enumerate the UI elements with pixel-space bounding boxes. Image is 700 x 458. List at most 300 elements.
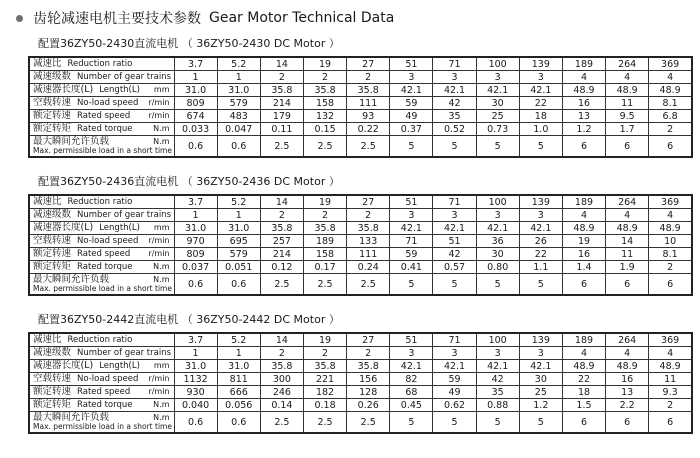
table-cell: 0.73	[476, 123, 519, 136]
table-cell: 0.033	[174, 123, 217, 136]
table-cell: 1.2	[519, 399, 562, 412]
table-row	[29, 57, 692, 71]
table-row	[29, 123, 692, 136]
table-cell: 35.8	[303, 222, 346, 235]
table-cell: 809	[174, 248, 217, 261]
table-cell: 48.9	[562, 84, 605, 97]
table-cell: 674	[174, 110, 217, 123]
row-label-zh: 减速比	[33, 196, 62, 207]
table-cell: 59	[433, 373, 476, 386]
row-unit: r/min	[148, 111, 170, 120]
row-label-zh: 减速级数	[33, 347, 72, 358]
table-cell: 3	[519, 209, 562, 222]
row-label	[29, 209, 174, 222]
table-cell: 16	[606, 373, 649, 386]
table-cell: 2.2	[606, 399, 649, 412]
table-cell: 35.8	[260, 222, 303, 235]
table-cell: 42	[433, 248, 476, 261]
row-label-en: No-load speed	[77, 374, 139, 384]
table-cell: 4	[562, 209, 605, 222]
table-cell: 19	[303, 333, 346, 347]
table-cell: 2	[649, 261, 692, 274]
table-cell: 483	[217, 110, 260, 123]
table-cell: 257	[260, 235, 303, 248]
row-label	[29, 57, 174, 71]
table-cell: 35.8	[347, 222, 390, 235]
table-row	[29, 195, 692, 209]
table-cell: 930	[174, 386, 217, 399]
table-cell: 189	[562, 57, 605, 71]
table-cell: 5.2	[217, 195, 260, 209]
row-label-zh: 额定转速	[33, 386, 72, 397]
table-cell: 5	[519, 274, 562, 296]
table-cell: 27	[347, 195, 390, 209]
table-cell: 2	[649, 399, 692, 412]
table-cell: 2	[303, 71, 346, 84]
table-cell: 2	[260, 71, 303, 84]
table-cell: 0.37	[390, 123, 433, 136]
row-unit: N.m	[153, 274, 170, 284]
table-cell: 6	[649, 274, 692, 296]
row-label	[29, 110, 174, 123]
table-cell: 1.7	[606, 123, 649, 136]
table-cell: 42.1	[519, 360, 562, 373]
table-cell: 68	[390, 386, 433, 399]
table-cell: 111	[347, 97, 390, 110]
table-cell: 970	[174, 235, 217, 248]
table-cell: 1	[174, 209, 217, 222]
table-cell: 51	[390, 333, 433, 347]
table-cell: 30	[476, 97, 519, 110]
table-cell: 35.8	[303, 84, 346, 97]
table-cell: 42.1	[390, 360, 433, 373]
table-cell: 59	[390, 97, 433, 110]
table-cell: 59	[390, 248, 433, 261]
table-cell: 10	[649, 235, 692, 248]
table-cell: 93	[347, 110, 390, 123]
row-label	[29, 248, 174, 261]
row-label-zh: 减速级数	[33, 71, 72, 82]
table-cell: 189	[562, 195, 605, 209]
table-cell: 579	[217, 248, 260, 261]
row-label	[29, 399, 174, 412]
table-cell: 2.5	[303, 136, 346, 158]
row-label-en: Max. permissible load in a short time	[33, 146, 172, 155]
table-cell: 71	[433, 195, 476, 209]
row-label-en: Rated torque	[77, 400, 133, 410]
spec-table	[28, 56, 693, 158]
table-cell: 1	[217, 209, 260, 222]
table-cell: 8.1	[649, 248, 692, 261]
row-label-en: Rated torque	[77, 262, 133, 272]
table-cell: 0.051	[217, 261, 260, 274]
table-cell: 579	[217, 97, 260, 110]
table-cell: 0.52	[433, 123, 476, 136]
table-cell: 1.2	[562, 123, 605, 136]
row-unit: N.m	[153, 124, 170, 133]
table-cell: 0.14	[260, 399, 303, 412]
row-label	[29, 123, 174, 136]
table-cell: 0.18	[303, 399, 346, 412]
row-label	[29, 195, 174, 209]
table-row	[29, 235, 692, 248]
table-cell: 369	[649, 195, 692, 209]
table-cell: 189	[303, 235, 346, 248]
table-cell: 82	[390, 373, 433, 386]
table-cell: 0.80	[476, 261, 519, 274]
table-row	[29, 136, 692, 158]
page-title-zh: 齿轮减速电机主要技术参数	[33, 11, 201, 27]
table-cell: 300	[260, 373, 303, 386]
row-unit: N.m	[153, 262, 170, 271]
table-cell: 1	[217, 347, 260, 360]
table-cell: 1.9	[606, 261, 649, 274]
table-cell: 3	[433, 71, 476, 84]
table-cell: 811	[217, 373, 260, 386]
table-cell: 2	[260, 347, 303, 360]
table-cell: 19	[303, 57, 346, 71]
row-label	[29, 235, 174, 248]
table-cell: 0.15	[303, 123, 346, 136]
table-cell: 158	[303, 248, 346, 261]
row-label-zh: 最大瞬间允许负载	[33, 411, 110, 423]
table-row	[29, 209, 692, 222]
table-cell: 139	[519, 195, 562, 209]
table-cell: 2	[303, 347, 346, 360]
table-cell: 31.0	[217, 84, 260, 97]
table-cell: 2	[303, 209, 346, 222]
table-cell: 5	[476, 412, 519, 434]
table-row	[29, 333, 692, 347]
table-cell: 48.9	[649, 360, 692, 373]
table-cell: 51	[390, 57, 433, 71]
table-cell: 4	[606, 71, 649, 84]
row-unit: r/min	[148, 249, 170, 258]
table-cell: 3	[476, 209, 519, 222]
table-cell: 16	[562, 248, 605, 261]
table-row	[29, 399, 692, 412]
table-cell: 30	[519, 373, 562, 386]
table-row	[29, 222, 692, 235]
table-cell: 5	[390, 136, 433, 158]
table-cell: 111	[347, 248, 390, 261]
table-cell: 2.5	[303, 412, 346, 434]
table-cell: 2	[347, 71, 390, 84]
table-cell: 0.047	[217, 123, 260, 136]
table-cell: 22	[519, 248, 562, 261]
table-cell: 0.6	[174, 412, 217, 434]
table-cell: 22	[562, 373, 605, 386]
table-row	[29, 84, 692, 97]
table-cell: 6	[562, 274, 605, 296]
table-cell: 158	[303, 97, 346, 110]
section-heading: 配置36ZY50-2436直流电机 （ 36ZY50-2436 DC Motor ）	[38, 175, 340, 188]
table-cell: 5	[433, 136, 476, 158]
table-cell: 1.5	[562, 399, 605, 412]
table-cell: 0.22	[347, 123, 390, 136]
table-cell: 214	[260, 97, 303, 110]
table-cell: 71	[433, 333, 476, 347]
table-cell: 100	[476, 333, 519, 347]
table-cell: 42.1	[390, 84, 433, 97]
table-cell: 42.1	[476, 222, 519, 235]
table-cell: 42.1	[433, 84, 476, 97]
table-row	[29, 110, 692, 123]
table-cell: 5	[433, 274, 476, 296]
table-cell: 3	[390, 347, 433, 360]
table-cell: 19	[303, 195, 346, 209]
table-cell: 695	[217, 235, 260, 248]
table-cell: 214	[260, 248, 303, 261]
row-unit: mm	[153, 361, 170, 370]
row-unit: r/min	[148, 98, 170, 107]
row-label-zh: 最大瞬间允许负载	[33, 273, 110, 285]
table-cell: 5.2	[217, 333, 260, 347]
table-cell: 221	[303, 373, 346, 386]
table-cell: 2	[260, 209, 303, 222]
motor-section-2436	[28, 174, 693, 296]
row-label	[29, 386, 174, 399]
table-cell: 0.24	[347, 261, 390, 274]
table-row	[29, 373, 692, 386]
row-label-zh: 空载转速	[33, 373, 72, 384]
table-row	[29, 248, 692, 261]
table-cell: 13	[606, 386, 649, 399]
table-cell: 3	[390, 71, 433, 84]
table-cell: 4	[649, 71, 692, 84]
table-cell: 139	[519, 333, 562, 347]
table-cell: 31.0	[217, 360, 260, 373]
row-label-en: Number of gear trains	[77, 210, 172, 220]
row-label-en: Reduction ratio	[67, 59, 133, 69]
table-cell: 1.0	[519, 123, 562, 136]
table-cell: 5	[519, 412, 562, 434]
row-label-zh: 额定转矩	[33, 261, 72, 272]
table-cell: 35.8	[347, 360, 390, 373]
table-cell: 369	[649, 57, 692, 71]
row-label-zh: 空载转速	[33, 235, 72, 246]
table-row	[29, 412, 692, 434]
table-row	[29, 71, 692, 84]
row-label-en: Length(L)	[99, 361, 140, 371]
row-unit: r/min	[148, 236, 170, 245]
table-cell: 26	[519, 235, 562, 248]
table-cell: 179	[260, 110, 303, 123]
table-cell: 71	[433, 57, 476, 71]
table-cell: 3	[433, 347, 476, 360]
table-cell: 809	[174, 97, 217, 110]
table-cell: 666	[217, 386, 260, 399]
table-cell: 5	[519, 136, 562, 158]
row-unit: r/min	[148, 387, 170, 396]
table-cell: 264	[606, 333, 649, 347]
table-cell: 0.26	[347, 399, 390, 412]
table-cell: 2	[347, 347, 390, 360]
table-cell: 5	[390, 412, 433, 434]
table-cell: 0.88	[476, 399, 519, 412]
table-cell: 0.45	[390, 399, 433, 412]
table-cell: 0.6	[217, 136, 260, 158]
table-row	[29, 386, 692, 399]
table-cell: 35.8	[260, 360, 303, 373]
table-cell: 48.9	[606, 84, 649, 97]
table-cell: 264	[606, 57, 649, 71]
row-unit: mm	[153, 85, 170, 94]
table-cell: 2.5	[347, 274, 390, 296]
table-cell: 42.1	[476, 84, 519, 97]
row-label-zh: 减速比	[33, 334, 62, 345]
row-label-zh: 额定转速	[33, 110, 72, 121]
table-cell: 31.0	[174, 84, 217, 97]
table-cell: 36	[476, 235, 519, 248]
row-label	[29, 333, 174, 347]
table-cell: 42.1	[519, 222, 562, 235]
table-cell: 156	[347, 373, 390, 386]
table-cell: 0.12	[260, 261, 303, 274]
table-cell: 49	[433, 386, 476, 399]
table-cell: 42	[476, 373, 519, 386]
table-cell: 9.5	[606, 110, 649, 123]
row-label-zh: 减速级数	[33, 209, 72, 220]
table-cell: 31.0	[217, 222, 260, 235]
table-cell: 100	[476, 195, 519, 209]
table-cell: 13	[562, 110, 605, 123]
table-cell: 4	[649, 347, 692, 360]
bullet-icon	[16, 15, 23, 22]
table-cell: 18	[562, 386, 605, 399]
row-label-zh: 减速器长度(L)	[33, 222, 94, 233]
table-cell: 11	[649, 373, 692, 386]
table-row	[29, 274, 692, 296]
table-cell: 1	[174, 71, 217, 84]
table-cell: 2.5	[260, 274, 303, 296]
row-label	[29, 97, 174, 110]
row-label-zh: 空载转速	[33, 97, 72, 108]
table-cell: 6	[562, 136, 605, 158]
table-cell: 1.4	[562, 261, 605, 274]
table-cell: 132	[303, 110, 346, 123]
table-cell: 182	[303, 386, 346, 399]
table-cell: 133	[347, 235, 390, 248]
table-cell: 1.1	[519, 261, 562, 274]
table-cell: 0.6	[174, 274, 217, 296]
table-cell: 3	[476, 71, 519, 84]
row-label-en: Number of gear trains	[77, 72, 172, 82]
table-cell: 2.5	[260, 136, 303, 158]
table-cell: 35	[476, 386, 519, 399]
table-cell: 1132	[174, 373, 217, 386]
row-label-en: Max. permissible load in a short time	[33, 422, 172, 431]
table-cell: 11	[606, 248, 649, 261]
row-label	[29, 347, 174, 360]
table-cell: 2.5	[260, 412, 303, 434]
table-row	[29, 347, 692, 360]
table-cell: 0.6	[217, 274, 260, 296]
table-cell: 27	[347, 57, 390, 71]
table-cell: 42.1	[433, 222, 476, 235]
table-cell: 48.9	[606, 360, 649, 373]
table-cell: 3	[476, 347, 519, 360]
row-label-zh: 减速器长度(L)	[33, 84, 94, 95]
row-label	[29, 373, 174, 386]
table-cell: 42.1	[433, 360, 476, 373]
table-cell: 4	[606, 347, 649, 360]
row-label	[29, 84, 174, 97]
table-cell: 139	[519, 57, 562, 71]
row-label-en: Max. permissible load in a short time	[33, 284, 172, 293]
row-label-zh: 减速器长度(L)	[33, 360, 94, 371]
row-label	[29, 71, 174, 84]
table-cell: 1	[174, 347, 217, 360]
table-cell: 3	[390, 209, 433, 222]
table-cell: 5.2	[217, 57, 260, 71]
table-row	[29, 97, 692, 110]
table-cell: 6	[649, 412, 692, 434]
row-label-zh: 减速比	[33, 58, 62, 69]
row-label	[29, 360, 174, 373]
table-cell: 14	[260, 195, 303, 209]
row-label-en: No-load speed	[77, 98, 139, 108]
table-cell: 6	[606, 274, 649, 296]
table-cell: 48.9	[606, 222, 649, 235]
table-cell: 18	[519, 110, 562, 123]
row-label-en: Length(L)	[99, 223, 140, 233]
table-cell: 49	[390, 110, 433, 123]
table-cell: 48.9	[649, 222, 692, 235]
table-cell: 25	[476, 110, 519, 123]
spec-table	[28, 332, 693, 434]
table-row	[29, 261, 692, 274]
table-cell: 42	[433, 97, 476, 110]
row-unit: r/min	[148, 374, 170, 383]
row-unit: N.m	[153, 136, 170, 146]
table-cell: 30	[476, 248, 519, 261]
table-cell: 42.1	[476, 360, 519, 373]
row-label-en: Rated torque	[77, 124, 133, 134]
table-cell: 48.9	[562, 360, 605, 373]
table-cell: 31.0	[174, 222, 217, 235]
table-cell: 4	[562, 347, 605, 360]
table-cell: 71	[390, 235, 433, 248]
motor-section-2430	[28, 36, 693, 158]
table-cell: 8.1	[649, 97, 692, 110]
table-cell: 3.7	[174, 57, 217, 71]
table-cell: 0.62	[433, 399, 476, 412]
row-label	[29, 261, 174, 274]
table-cell: 246	[260, 386, 303, 399]
table-cell: 42.1	[390, 222, 433, 235]
section-heading: 配置36ZY50-2430直流电机 （ 36ZY50-2430 DC Motor ）	[38, 37, 340, 50]
table-cell: 35	[433, 110, 476, 123]
table-cell: 14	[260, 57, 303, 71]
table-cell: 5	[476, 274, 519, 296]
table-cell: 0.17	[303, 261, 346, 274]
table-cell: 51	[390, 195, 433, 209]
table-cell: 4	[562, 71, 605, 84]
row-label	[29, 136, 174, 158]
page-title	[16, 8, 394, 28]
table-cell: 264	[606, 195, 649, 209]
table-cell: 189	[562, 333, 605, 347]
table-cell: 9.3	[649, 386, 692, 399]
table-cell: 128	[347, 386, 390, 399]
table-cell: 35.8	[303, 360, 346, 373]
table-cell: 100	[476, 57, 519, 71]
row-label	[29, 412, 174, 434]
table-cell: 48.9	[562, 222, 605, 235]
row-label	[29, 222, 174, 235]
table-cell: 5	[390, 274, 433, 296]
